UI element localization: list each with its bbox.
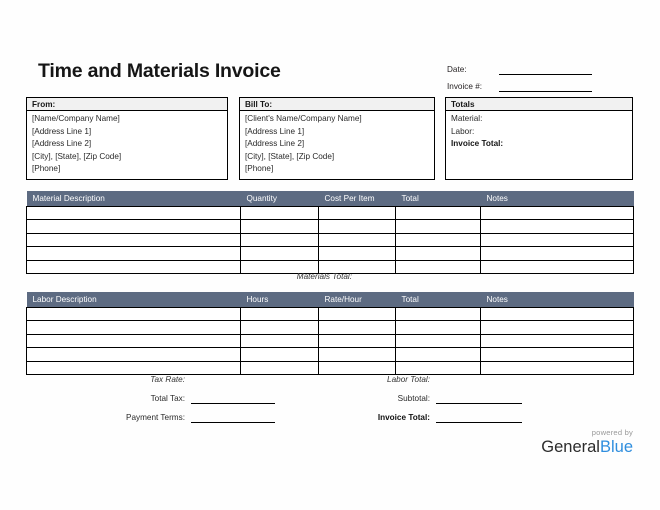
payment-terms-input[interactable] [191,412,275,423]
labor-cell-notes[interactable] [481,361,634,374]
labor-cell-rate[interactable] [319,308,396,321]
from-city-state-zip-line[interactable]: [City], [State], [Zip Code] [32,151,122,161]
labor-cell-hours[interactable] [241,308,319,321]
materials-cell-total[interactable] [396,260,481,273]
invoice-number-label: Invoice #: [447,82,483,91]
labor-cell-total[interactable] [396,321,481,334]
bill-to-box [239,97,435,180]
labor-table [26,292,634,375]
materials-col-cost-per-item: Cost Per Item [319,191,396,207]
materials-col-notes: Notes [481,191,634,207]
date-input[interactable] [499,64,592,75]
tax-rate-row [60,374,185,385]
totals-invoice-total-label: Invoice Total: [451,139,504,149]
totals-material-label: Material: [451,114,483,123]
labor-cell-notes[interactable] [481,348,634,361]
invoice-meta-block [447,60,633,94]
labor-cell-description[interactable] [27,361,241,374]
brand-name-first: General [541,438,600,456]
labor-cell-hours[interactable] [241,321,319,334]
table-row [27,361,634,374]
labor-cell-hours[interactable] [241,334,319,347]
materials-cell-quantity[interactable] [241,207,319,220]
from-box-heading: From: [27,98,227,111]
materials-cell-total[interactable] [396,207,481,220]
bill-to-box-body [240,111,434,176]
bill-to-name-line[interactable]: [Client's Name/Company Name] [245,114,362,123]
from-address2-line[interactable]: [Address Line 2] [32,139,92,149]
subtotal-input[interactable] [436,393,522,404]
materials-cell-total[interactable] [396,233,481,246]
labor-cell-description[interactable] [27,334,241,347]
invoice-total-label: Invoice Total: [377,413,430,422]
materials-cell-notes[interactable] [481,260,634,273]
bill-to-address1-line[interactable]: [Address Line 1] [245,126,305,136]
materials-col-description: Material Description [27,191,241,207]
labor-col-hours: Hours [241,292,319,308]
labor-cell-total[interactable] [396,334,481,347]
labor-col-rate-per-hour: Rate/Hour [319,292,396,308]
powered-by-label: powered by [591,428,633,437]
materials-total-label: Materials Total: [296,272,352,281]
labor-cell-notes[interactable] [481,321,634,334]
materials-cell-total[interactable] [396,220,481,233]
invoice-number-input[interactable] [499,81,592,92]
labor-cell-rate[interactable] [319,361,396,374]
totals-box-body [446,111,632,151]
bill-to-box-heading: Bill To: [240,98,434,111]
materials-total-row [232,271,352,282]
labor-col-total: Total [396,292,481,308]
labor-cell-hours[interactable] [241,348,319,361]
payment-terms-label: Payment Terms: [126,413,185,422]
total-tax-row [60,393,275,404]
materials-cell-description[interactable] [27,207,241,220]
materials-cell-notes[interactable] [481,247,634,260]
date-row [447,60,633,75]
labor-cell-total[interactable] [396,308,481,321]
materials-cell-notes[interactable] [481,220,634,233]
labor-total-label: Labor Total: [387,375,430,384]
labor-total-row [305,374,430,385]
branding-block [509,428,633,457]
table-row [27,207,634,220]
subtotal-row [305,393,522,404]
totals-labor-label: Labor: [451,126,475,136]
from-box [26,97,228,180]
labor-cell-total[interactable] [396,348,481,361]
materials-cell-cost[interactable] [319,247,396,260]
table-row [27,334,634,347]
labor-col-notes: Notes [481,292,634,308]
generalblue-logo [509,438,633,457]
materials-cell-cost[interactable] [319,207,396,220]
table-row [27,321,634,334]
table-row [27,308,634,321]
materials-cell-description[interactable] [27,220,241,233]
table-row [27,247,634,260]
materials-col-quantity: Quantity [241,191,319,207]
materials-cell-notes[interactable] [481,207,634,220]
labor-cell-hours[interactable] [241,361,319,374]
from-phone-line[interactable]: [Phone] [32,164,61,174]
from-box-body [27,111,227,176]
labor-cell-rate[interactable] [319,321,396,334]
materials-col-total: Total [396,191,481,207]
labor-cell-total[interactable] [396,361,481,374]
labor-cell-description[interactable] [27,348,241,361]
invoice-total-row [305,412,522,423]
materials-cell-description[interactable] [27,247,241,260]
invoice-number-row [447,77,633,92]
materials-table [26,191,634,274]
materials-cell-description[interactable] [27,233,241,246]
materials-cell-description[interactable] [27,260,241,273]
labor-table-header-row [27,292,634,308]
from-name-line[interactable]: [Name/Company Name] [32,114,120,123]
labor-cell-notes[interactable] [481,308,634,321]
table-row [27,233,634,246]
labor-cell-rate[interactable] [319,334,396,347]
labor-cell-description[interactable] [27,321,241,334]
bill-to-city-state-zip-line[interactable]: [City], [State], [Zip Code] [245,151,335,161]
materials-cell-quantity[interactable] [241,220,319,233]
payment-terms-row [60,412,275,423]
invoice-total-input[interactable] [436,412,522,423]
materials-cell-notes[interactable] [481,233,634,246]
materials-cell-quantity[interactable] [241,233,319,246]
totals-box [445,97,633,180]
materials-cell-cost[interactable] [319,233,396,246]
table-row [27,220,634,233]
labor-cell-description[interactable] [27,308,241,321]
bill-to-address2-line[interactable]: [Address Line 2] [245,139,305,149]
page-title: Time and Materials Invoice [38,60,281,82]
total-tax-input[interactable] [191,393,275,404]
tax-rate-label: Tax Rate: [150,375,185,384]
materials-cell-quantity[interactable] [241,247,319,260]
table-row [27,348,634,361]
subtotal-label: Subtotal: [397,394,430,403]
materials-cell-cost[interactable] [319,220,396,233]
brand-name-second: Blue [599,438,633,456]
bill-to-phone-line[interactable]: [Phone] [245,164,274,174]
date-label: Date: [447,65,467,74]
materials-cell-total[interactable] [396,247,481,260]
labor-col-description: Labor Description [27,292,241,308]
labor-cell-notes[interactable] [481,334,634,347]
labor-cell-rate[interactable] [319,348,396,361]
total-tax-label: Total Tax: [150,394,185,403]
from-address1-line[interactable]: [Address Line 1] [32,126,92,136]
totals-box-heading: Totals [446,98,632,111]
materials-table-header-row [27,191,634,207]
